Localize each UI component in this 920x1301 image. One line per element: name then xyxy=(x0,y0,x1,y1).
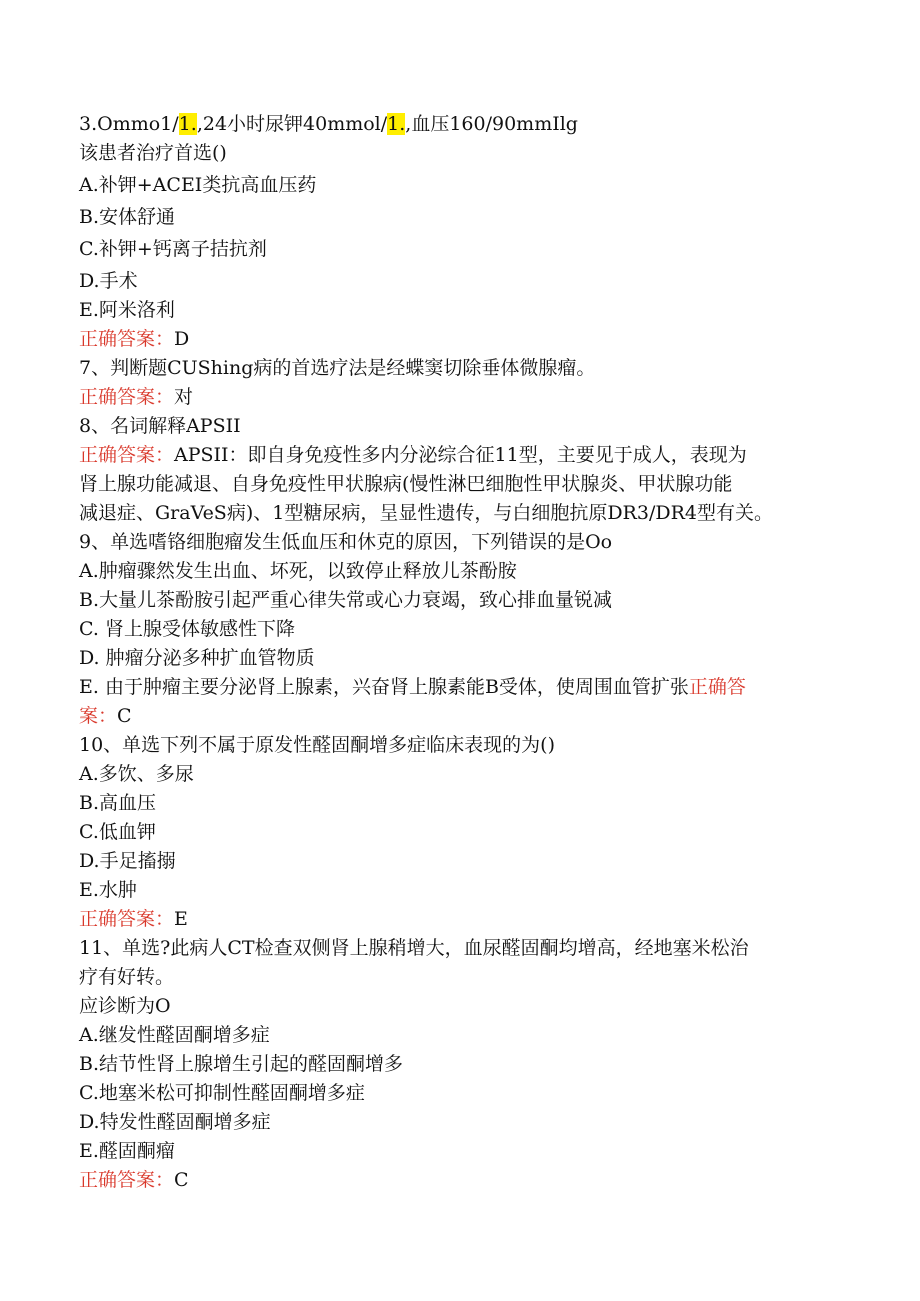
q6-option-a: A.补钾+ACEI类抗高血压药 xyxy=(79,174,317,196)
q6-stem-part: ,血压160/90mmIlg xyxy=(405,113,578,135)
answer-label: 正确答案： xyxy=(79,328,175,350)
q11-option-d: D.特发性醛固酮增多症 xyxy=(79,1111,271,1133)
q8-answer-cont: 肾上腺功能减退、自身免疫性甲状腺病(慢性淋巴细胞性甲状腺炎、甲状腺功能 xyxy=(79,473,733,495)
q6-option-d: D.手术 xyxy=(79,270,138,292)
q7-answer xyxy=(79,383,839,412)
answer-value: APSII：即自身免疫性多内分泌综合征11型，主要见于成人，表现为 xyxy=(174,444,747,466)
q10-option-a: A.多饮、多尿 xyxy=(79,763,194,785)
q10-option-d: D.手足搐搦 xyxy=(79,850,176,872)
q11-option-e: E.醛固酮瘤 xyxy=(79,1140,175,1162)
q9-option-d: D. 肿瘤分泌多种扩血管物质 xyxy=(79,647,315,669)
q6-answer xyxy=(79,325,839,354)
q11-answer xyxy=(79,1166,839,1195)
answer-value: D xyxy=(174,328,190,350)
answer-value: 对 xyxy=(174,386,194,408)
q11-stem-cont: 疗有好转。 xyxy=(79,966,175,988)
q10-stem: 10、单选下列不属于原发性醛固酮增多症临床表现的为() xyxy=(79,734,556,756)
q6-option-b: B.安体舒通 xyxy=(79,206,176,228)
highlight-mark: 1. xyxy=(387,113,406,135)
q8-stem: 8、名词解释APSII xyxy=(79,415,241,437)
answer-label: 正确答案： xyxy=(79,386,175,408)
q6-option-c: C.补钾+钙离子拮抗剂 xyxy=(79,238,267,260)
q9-answer xyxy=(79,702,839,731)
q9-option-a: A.肿瘤骤然发生出血、坏死，以致停止释放儿茶酚胺 xyxy=(79,560,517,582)
q6-question: 该患者治疗首选() xyxy=(79,142,227,164)
q10-option-c: C.低血钾 xyxy=(79,821,156,843)
document-body xyxy=(79,110,839,1195)
q11-stem: 11、单选?此病人CT检查双侧肾上腺稍增大，血尿醛固酮均增高，经地塞米松治 xyxy=(79,937,749,959)
answer-value: E xyxy=(174,908,188,930)
highlight-mark: 1. xyxy=(178,113,197,135)
q10-option-e: E.水肿 xyxy=(79,879,137,901)
answer-label: 正确答案： xyxy=(79,908,175,930)
q10-answer xyxy=(79,905,839,934)
q11-option-c: C.地塞米松可抑制性醛固酮增多症 xyxy=(79,1082,365,1104)
q10-option-b: B.高血压 xyxy=(79,792,157,814)
q9-option-c: C. 肾上腺受体敏感性下降 xyxy=(79,618,295,640)
q8-answer-cont: 减退症、GraVeS病)、1型糖尿病，呈显性遗传，与白细胞抗原DR3/DR4型有关。 xyxy=(79,502,773,524)
q11-option-b: B.结节性肾上腺增生引起的醛固酮增多 xyxy=(79,1053,404,1075)
answer-label: 正确答案： xyxy=(79,444,175,466)
q6-stem-part: ,24小时尿钾40mmol/ xyxy=(196,113,388,135)
q9-option-b: B.大量儿茶酚胺引起严重心律失常或心力衰竭，致心排血量锐减 xyxy=(79,589,613,611)
answer-label: 正确答案： xyxy=(79,1169,175,1191)
answer-value: C xyxy=(117,705,132,727)
q7-stem: 7、判断题CUShing病的首选疗法是经蝶窦切除垂体微腺瘤。 xyxy=(79,357,596,379)
q8-answer xyxy=(79,441,839,470)
q11-question: 应诊断为O xyxy=(79,995,171,1017)
q6-stem xyxy=(79,110,839,139)
answer-value: C xyxy=(174,1169,189,1191)
q9-option-e xyxy=(79,673,839,702)
answer-label: 案： xyxy=(79,705,118,727)
q9-stem: 9、单选嗜铬细胞瘤发生低血压和休克的原因，下列错误的是Oo xyxy=(79,531,613,553)
answer-label: 正确答 xyxy=(688,676,746,698)
q6-option-e: E.阿米洛利 xyxy=(79,299,175,321)
option-text: E. 由于肿瘤主要分泌肾上腺素，兴奋肾上腺素能B受体，使周围血管扩张 xyxy=(79,676,689,698)
q6-stem-part: 3.Ommo1/ xyxy=(79,113,179,135)
q11-option-a: A.继发性醛固酮增多症 xyxy=(79,1024,270,1046)
